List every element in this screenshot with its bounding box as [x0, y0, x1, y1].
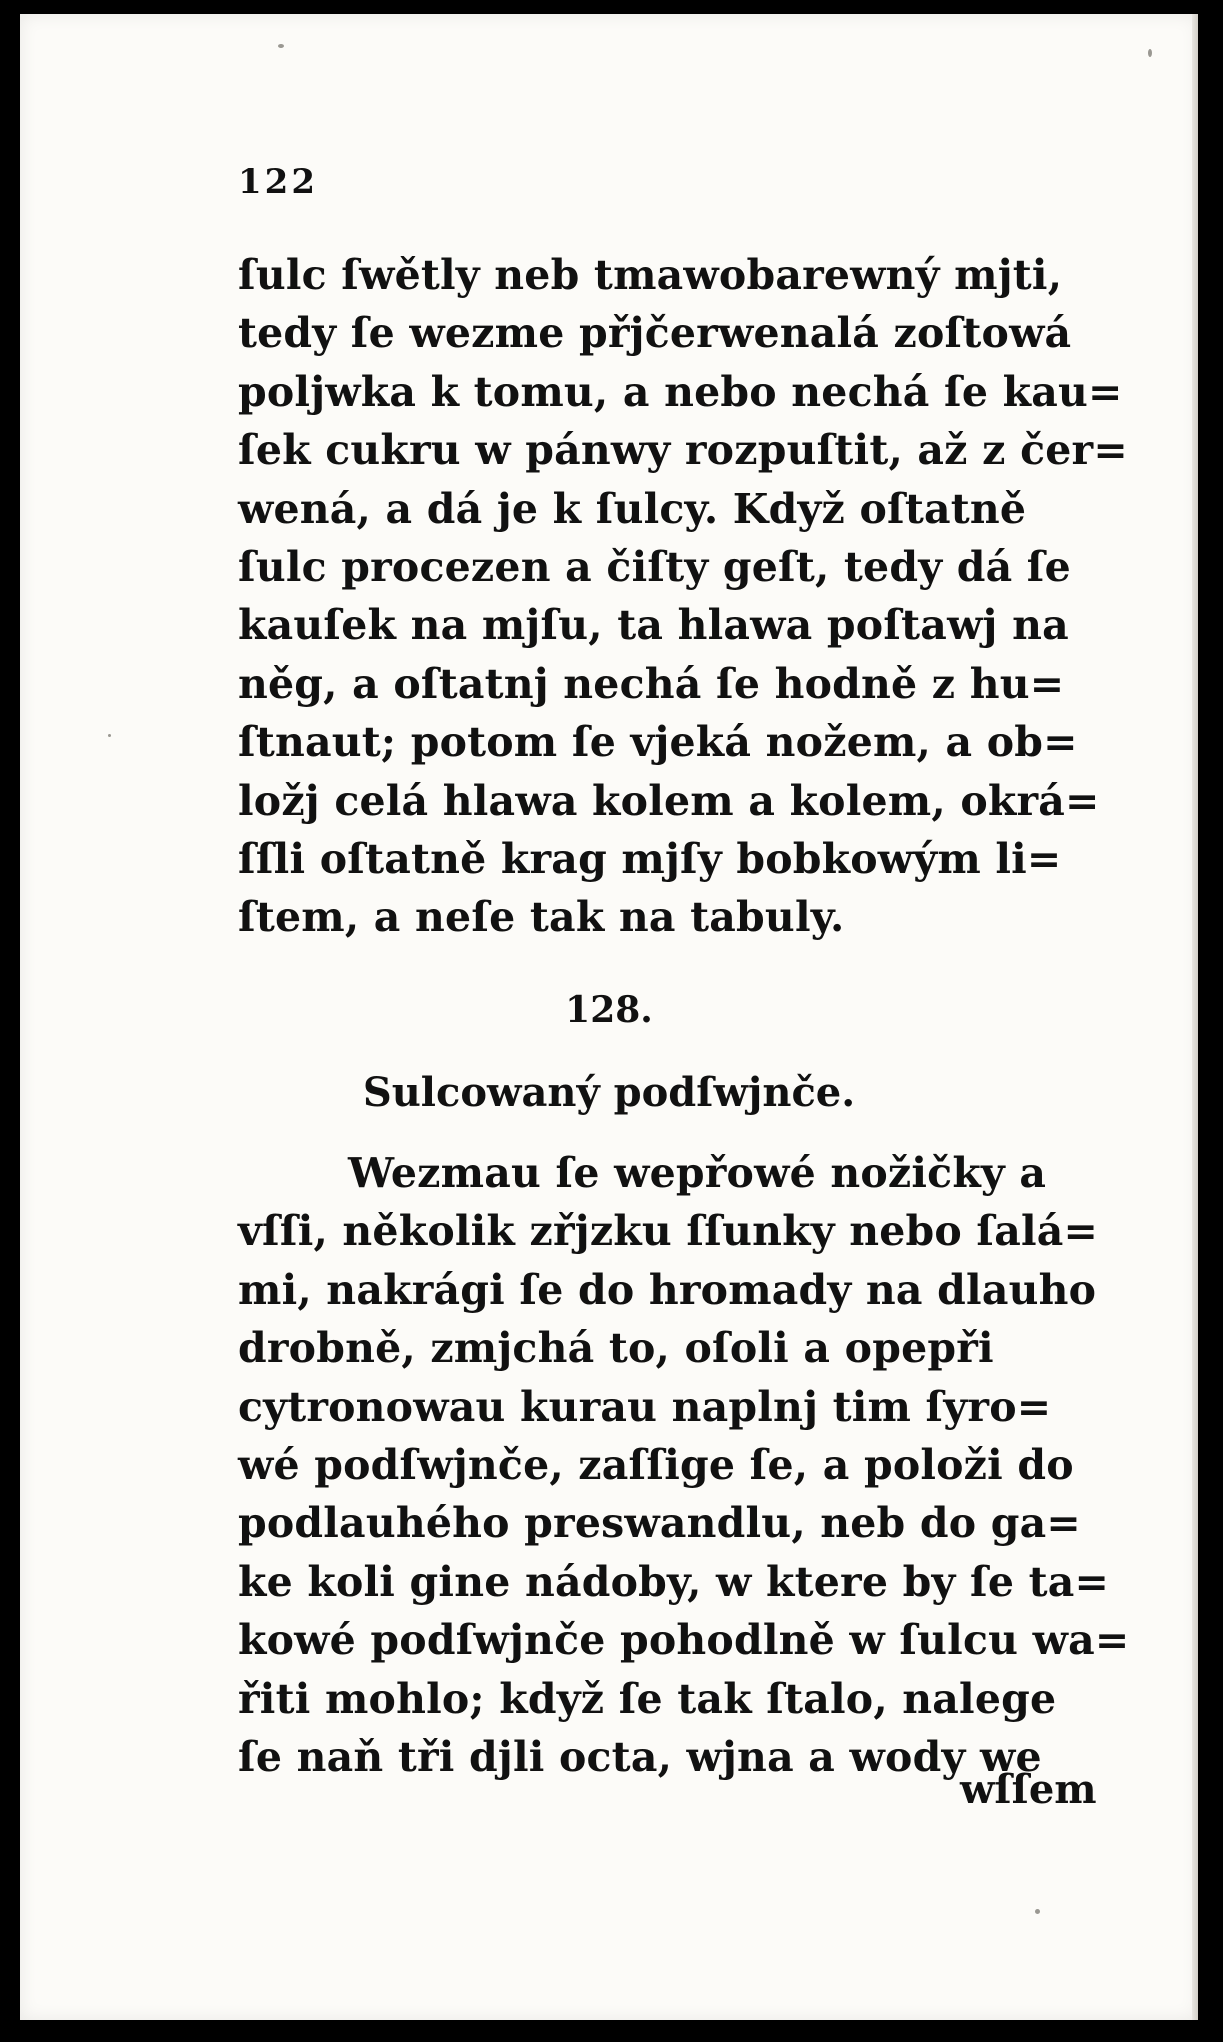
text-line: Wezmau ſe wepřowé nožičky a: [348, 1149, 1047, 1197]
text-line: wé podſwjnče, zaſſige ſe, a položi do: [238, 1440, 1074, 1489]
text-line: cytronowau kurau naplnj tim ſyro=: [238, 1382, 1052, 1431]
text-line: ſe naň tři djli octa, wjna a wody we: [238, 1732, 1042, 1781]
recipe-title: Sulcowaný podſwjnče.: [362, 1069, 856, 1116]
text-line: ſſli oſtatně krag mjſy bobkowým li=: [238, 834, 1062, 883]
text-line: ložj celá hlawa kolem a kolem, okrá=: [238, 776, 1100, 825]
text-line: řiti mohlo; když ſe tak ſtalo, nalege: [238, 1674, 1057, 1723]
text-line: ſek cukru w pánwy rozpuſtit, až z čer=: [238, 426, 1128, 475]
text-line: kauſek na mjſu, ta hlawa poſtawj na: [238, 601, 1069, 650]
paper-speck: [278, 44, 284, 48]
paper-speck: [1035, 1909, 1040, 1914]
text-line: něg, a oſtatnj nechá ſe hodně z hu=: [238, 659, 1065, 708]
text-line: kowé podſwjnče pohodlně w ſulcu wa=: [238, 1616, 1130, 1665]
paragraph-continuation: [238, 246, 1158, 947]
text-line: mi, nakrági ſe do hromady na dlauho: [238, 1265, 1097, 1314]
text-line: wená, a dá je k ſulcy. Když oſtatně: [238, 484, 1027, 533]
text-line: podlauhého preswandlu, neb do ga=: [238, 1499, 1081, 1548]
text-line: tedy ſe wezme přjčerwenalá zoſtowá: [238, 309, 1072, 358]
text-line: drobně, zmjchá to, oſoli a opepři: [238, 1324, 994, 1373]
paper-speck: [108, 734, 111, 737]
text-line: vſſi, několik zřjzku ſſunky nebo ſalá=: [238, 1207, 1099, 1256]
text-line: ſulc ſwětly neb tmawobarewný mjti,: [238, 251, 1063, 299]
paper-speck: [1148, 49, 1152, 57]
text-line: ſtem, a neſe tak na tabuly.: [238, 893, 845, 942]
text-line: ke koli gine nádoby, w ktere by ſe ta=: [238, 1557, 1110, 1606]
catchword: wſſem: [960, 1766, 1097, 1813]
book-page: [20, 14, 1198, 2020]
text-line: ſtnaut; potom ſe vjeká nožem, a ob=: [238, 718, 1078, 767]
text-line: ſulc procezen a čiſty geſt, tedy dá ſe: [238, 542, 1071, 591]
text-line: poljwka k tomu, a nebo nechá ſe kau=: [238, 367, 1123, 416]
recipe-number: 128.: [565, 989, 653, 1031]
recipe-paragraph: [238, 1144, 1158, 1786]
page-number: 122: [238, 162, 318, 202]
